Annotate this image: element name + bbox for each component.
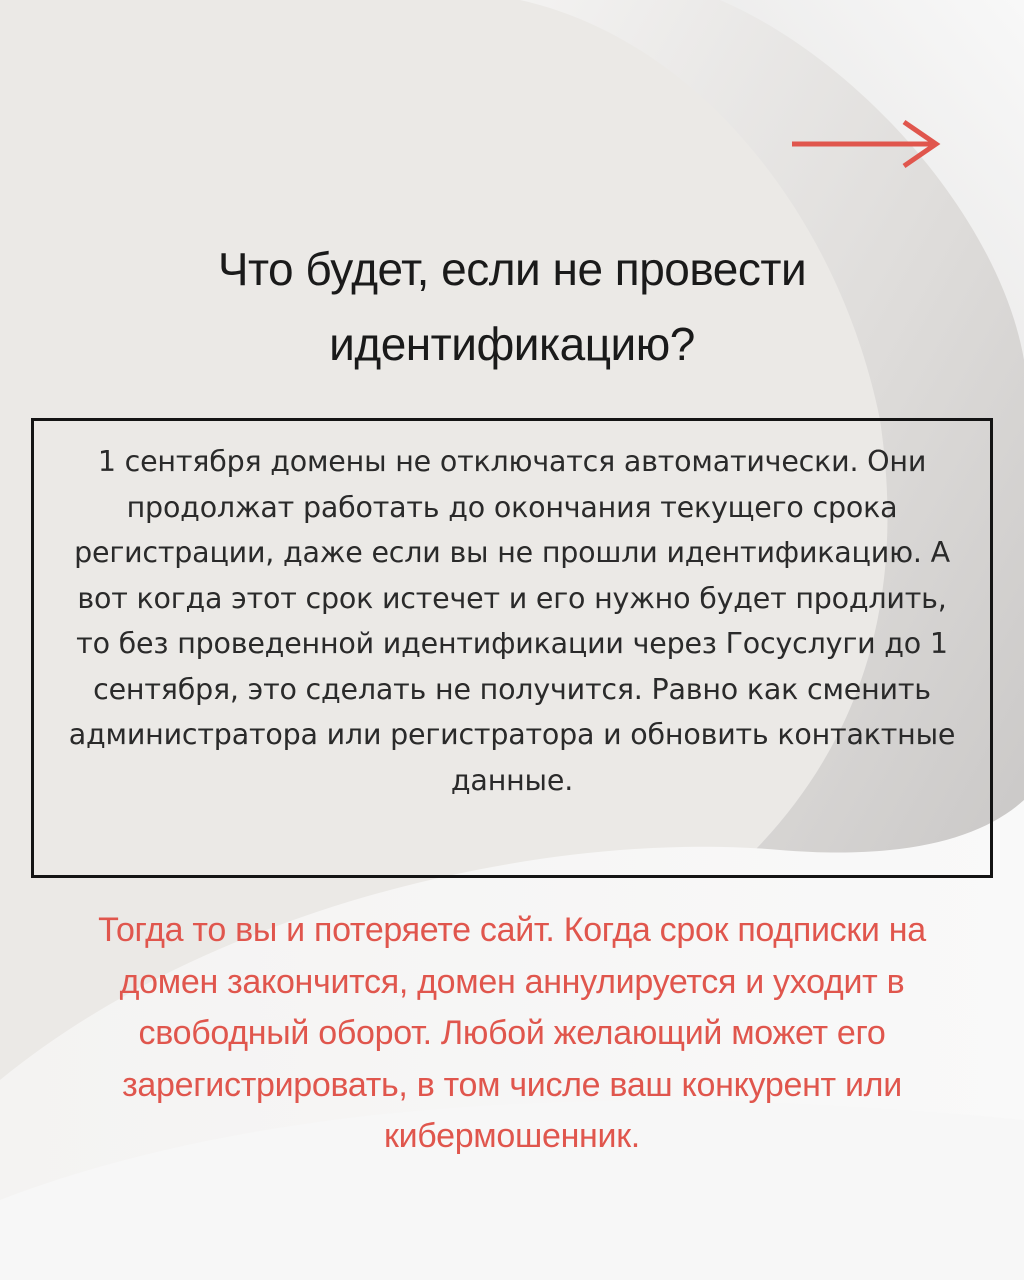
next-arrow-button[interactable] <box>786 118 946 170</box>
warning-paragraph: Тогда то вы и потеряете сайт. Когда срок подписки на домен закончится, домен аннулируется и уходит в свободный оборот. Любой желающий может его зарегистрировать, в том числе ваш конкурент или кибермошенник. <box>98 911 926 1155</box>
title-line-1: Что будет, если не провести <box>217 243 807 295</box>
arrow-right-icon <box>786 118 946 170</box>
page-title <box>60 232 964 381</box>
info-box <box>31 418 993 878</box>
info-paragraph: 1 сентября домены не отключатся автоматически. Они продолжат работать до окончания текущего срока регистрации, даже если вы не прошли идентификацию. А вот когда этот срок истечет и его нужно будет продлить, то без проведенной идентификации через Госуслуги до 1 сентября, это сделать не получится. Равно как сменить администратора или регистратора и обновить контактные данные. <box>68 445 956 797</box>
title-line-2: идентификацию? <box>329 317 695 370</box>
